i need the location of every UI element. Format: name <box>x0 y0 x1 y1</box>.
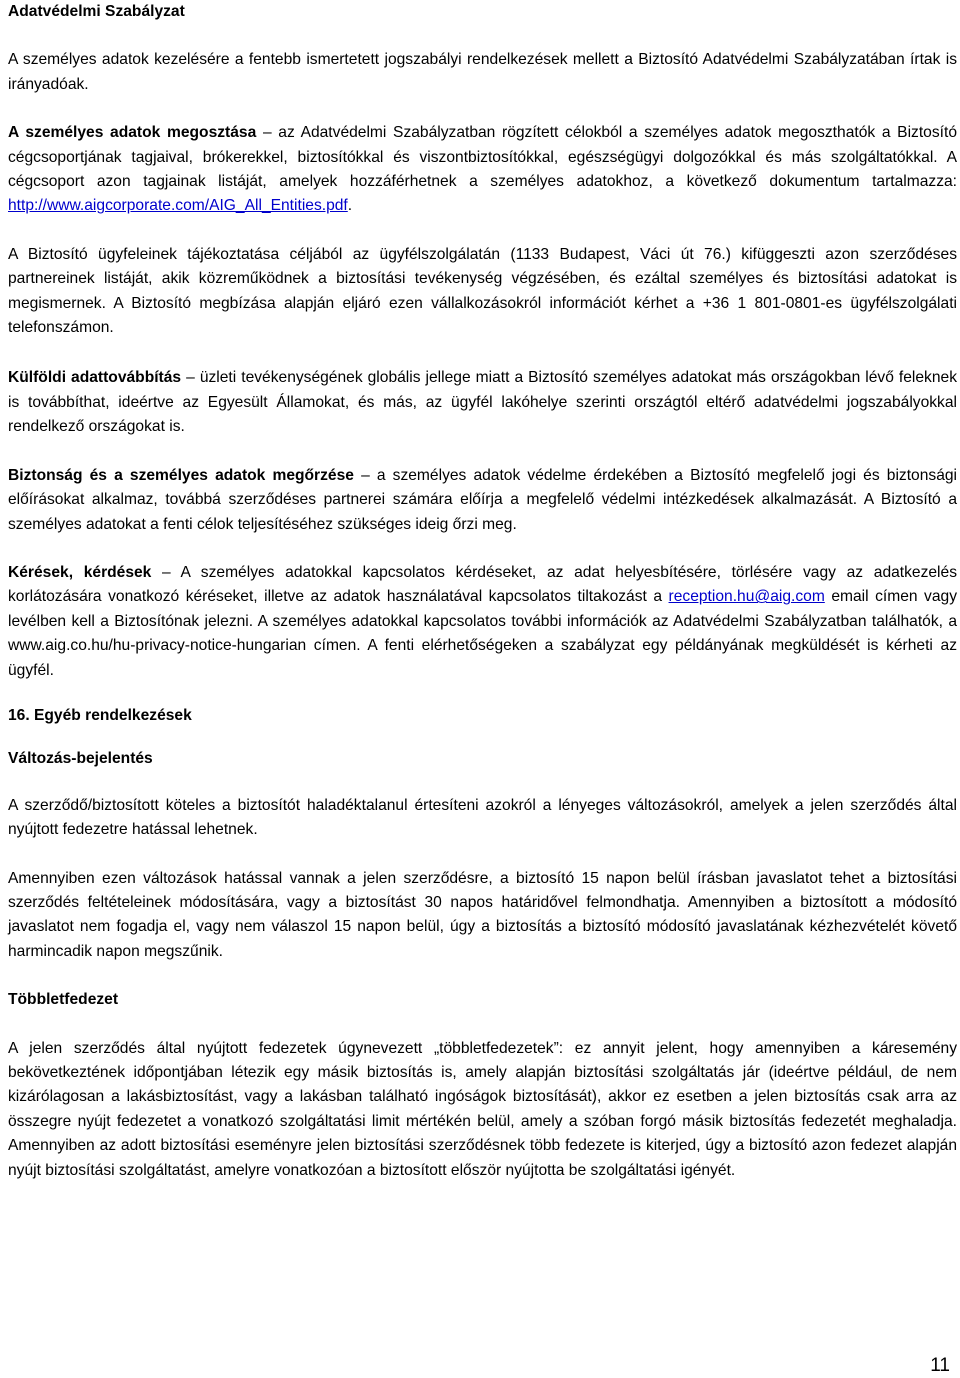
heading-egyeb-rendelkezesek: 16. Egyéb rendelkezések <box>8 706 192 724</box>
text-adatok-megosztasa: – az Adatvédelmi Szabályzatban rögzített célokból a személyes adatok megoszthatók a Biztosító cégcsoportjának tagjaival, brókerekkel, biztosítókkal és viszontbiztosítókkal, egészségügyi dolgozókkal és más szolgáltatókkal. A cégcsoport azon tagjainak listáját, amelyek hozzáférhetnek a személyes adatokhoz, a következő dokumentum tartalmazza: <box>8 124 957 191</box>
text-period: . <box>347 197 353 215</box>
heading-adatvedelmi-szabalyzat: Adatvédelmi Szabályzat <box>8 3 185 20</box>
paragraph-adatok-megosztasa <box>8 121 957 219</box>
lead-adatok-megosztasa: A személyes adatok megosztása <box>8 124 257 142</box>
heading-tobbletfedezet: Többletfedezet <box>8 991 119 1009</box>
paragraph-adatvedelmi-intro: A személyes adatok kezelésére a fentebb ismertetett jogszabályi rendelkezések mellett a Biztosító Adatvédelmi Szabályzatában írtak is irányadóak. <box>8 51 957 93</box>
text-keresek-kerdesek: – A személyes adatokkal kapcsolatos kérdéseket, az adat helyesbítésére, törlésére vagy az adatkezelés korlátozására vonatkozó kéréseket, illetve az adatok használatával kapcsolatos tiltakozást a <box>8 563 957 606</box>
paragraph-valtozasok-hatasa: Amennyiben ezen változások hatással vannak a jelen szerződésre, a biztosító 15 napon belül írásban javaslatot tehet a biztosítási szerződés feltételeinek módosítására, vagy a biztosítást 30 napos határidővel felmondhatja. Amennyiben a biztosított a módosító javaslatot nem fogadja el, vagy nem válaszol 15 napon belül, úgy a biztosítás a biztosító módosító javaslatának kézhezvételét követő harmincadik napon megszűnik. <box>8 869 957 960</box>
paragraph-ugyfelek-tajekoztatasa: A Biztosító ügyfeleinek tájékoztatása céljából az ügyfélszolgálatán (1133 Budapest, Váci út 76.) kifüggeszti azon szerződéses partnereinek listáját, akik közreműködnek a biztosítási tevékenység végzésében, és ezáltal személyes és biztosítási adatokat is megismernek. A Biztosító megbízása alapján eljáró ezen vállalkozásokról információt kérhet a +36 1 801-0801-es ügyfélszolgálati telefonszámon. <box>8 245 957 337</box>
paragraph-kulfoldi-adattovabbitas <box>8 366 957 439</box>
lead-kulfoldi-adattovabbitas: Külföldi adattovábbítás <box>8 369 182 387</box>
document-page <box>8 0 957 1183</box>
link-aig-entities[interactable]: http://www.aigcorporate.com/AIG_All_Entities.pdf <box>8 197 348 215</box>
paragraph-keresek-kerdesek <box>8 561 957 683</box>
text-keresek-kerdesek-end: email címen vagy levélben kell a Biztosítónak jelezni. A személyes adatokkal kapcsolatos további információk az Adatvédelmi Szabályzatban találhatók, a www.aig.co.hu/hu-privacy-notice-hungarian címen. A fenti elérhetőségeken a szabályzat egy példányának megküldését is kérheti az ügyfél. <box>8 588 957 679</box>
text-kulfoldi-adattovabbitas: – üzleti tevékenységének globális jellege miatt a Biztosító személyes adatokat más országokban lévő feleknek is továbbíthat, ideértve az Egyesült Államokat, és más, az ügyfél lakóhelye szerinti országtól eltérő adatvédelmi jogszabályokkal rendelkező országokat is. <box>8 369 957 436</box>
paragraph-tobbletfedezet: A jelen szerződés által nyújtott fedezetek úgynevezett „többletfedezetek”: ez annyit jelent, hogy amennyiben a káresemény bekövetkeztének időpontjában létezik egy másik biztosítás is, amely alapján biztosítási szolgáltatás jár (ideértve például, de nem kizárólagosan a lakásbiztosítást, vagy a lakásban található ingóságok biztosítását), akkor ez esetben a jelen biztosítás csak arra az összegre nyújt fedezetet a vonatkozó szolgáltatási limit mértékén belül, amely a szóban forgó másik biztosítás fedezetét meghaladja. Amennyiben az adott biztosítási eseményre jelen biztosítási szerződésnek több fedezete is kiterjed, úgy a biztosító azon fedezet alapján nyújt biztosítási szolgáltatást, amelyre vonatkozóan a biztosított először nyújtotta be szolgáltatási igényét. <box>8 1039 957 1179</box>
heading-valtozas-bejelentes: Változás-bejelentés <box>8 750 153 768</box>
paragraph-valtozas-bejelentes: A szerződő/biztosított köteles a biztosítót haladéktalanul értesíteni azokról a lényeges változásokról, amelyek a jelen szerződés által nyújtott fedezetre hatással lehetnek. <box>8 796 957 839</box>
page-number: 11 <box>930 1355 950 1376</box>
text-biztonsag: – a személyes adatok védelme érdekében a Biztosító megfelelő jogi és biztonsági előírásokat alkalmaz, továbbá szerződéses partnerei számára előírja a megfelelő védelmi intézkedések alkalmazását. A Biztosító a személyes adatokat a fenti célok teljesítéséhez szükséges ideig őrzi meg. <box>8 466 957 533</box>
lead-biztonsag: Biztonság és a személyes adatok megőrzése <box>8 466 354 484</box>
lead-keresek-kerdesek: Kérések, kérdések <box>8 563 152 581</box>
link-reception-email[interactable]: reception.hu@aig.com <box>668 588 825 606</box>
paragraph-biztonsag <box>8 464 957 537</box>
